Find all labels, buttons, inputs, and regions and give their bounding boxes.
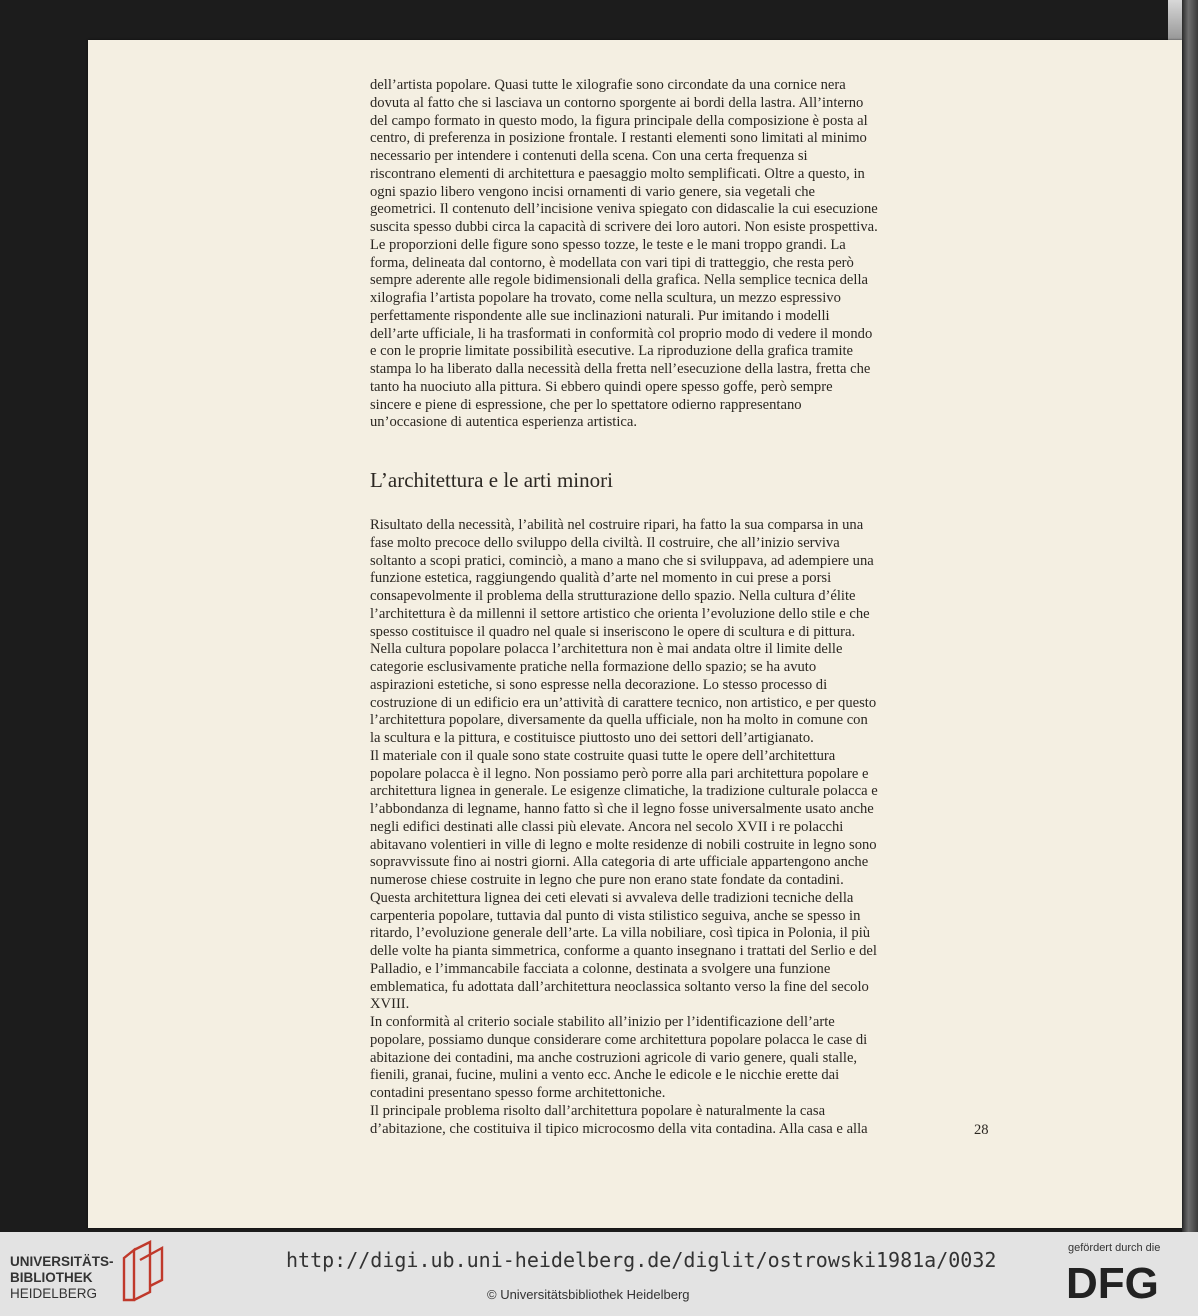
paragraph-woodcut-line: xilografia l’artista popolare ha trovato, come nella scultura, un mezzo espressivo [370,290,841,306]
paragraph-architecture-line: sopravvissute fino ai nostri giorni. Alla categoria di arte ufficiale appartengono anche [370,854,869,871]
paragraph-architecture-line: In conformità al criterio sociale stabilito all’inizio per l’identificazione dell’arte [370,1014,835,1030]
paragraph-architecture-line: Il principale problema risolto dall’architettura popolare è naturalmente la casa [370,1102,826,1119]
paragraph-architecture-line: architettura lignea in generale. Le esigenze climatiche, la tradizione culturale polacca e [370,783,878,800]
permalink-url[interactable]: http://digi.ub.uni-heidelberg.de/diglit/ostrowski1981a/0032 [286,1248,997,1272]
paragraph-woodcut-line: del campo formato in questo modo, la figura principale della composizione è posta al [370,112,868,129]
copyright-notice: © Universitätsbibliothek Heidelberg [487,1287,690,1302]
paragraph-woodcut-line: ogni spazio libero vengono incisi ornamenti di vario genere, sia vegetali che [370,183,815,200]
paragraph-architecture-line: fienili, granai, fucine, mulini a vento ecc. Anche le edicole e le nicchie erette dai [370,1067,840,1084]
paragraph-architecture-line: emblematica, fu adottata dall’architettura neoclassica soltanto verso la fine del secolo [370,978,869,995]
paragraph-architecture-line: funzione estetica, raggiungendo qualità d’arte nel momento in cui prese a porsi [370,570,832,587]
paragraph-woodcut [370,77,970,432]
viewer-footer [0,1232,1198,1316]
paragraph-architecture-line: numerose chiese costruite in legno che pure non erano state fondate da contadini. [370,872,844,888]
paragraph-architecture-line: contadini presentano spesso forme architettoniche. [370,1085,666,1101]
paragraph-woodcut-line: un’occasione di autentica esperienza artistica. [370,414,638,431]
paragraph-architecture-line: fase molto precoce dello sviluppo della civiltà. Il costruire, che all’inizio serviva [370,534,840,551]
paragraph-architecture-line: l’abbondanza di legname, hanno fatto sì che il legno fosse universalmente usato anche [370,801,874,817]
ub-heidelberg-logo-icon[interactable] [120,1240,166,1304]
paragraph-woodcut-line: stampa lo ha liberato dalla necessità della fretta nell’esecuzione della lastra, fretta che [370,361,871,377]
paragraph-architecture-line: abitavano volentieri in ville di legno e molte residenze di nobili costruite in legno sono [370,836,877,853]
paragraph-architecture-line: negli edifici destinati alle classi più elevate. Ancora nel secolo XVII i re polacchi [370,818,844,835]
library-line-3: HEIDELBERG [10,1286,98,1301]
paragraph-architecture-line: carpenteria popolare, tuttavia dal punto di vista stilistico seguiva, anche se spesso in [370,907,861,924]
library-line-2: BIBLIOTHEK [10,1270,93,1285]
paragraph-woodcut-line: dovuta al fatto che si lasciava un contorno sporgente ai bordi della lastra. All’interno [370,94,864,111]
library-name[interactable] [10,1254,114,1302]
paragraph-architecture-line: Questa architettura lignea dei ceti elevati si avvaleva delle tradizioni tecniche della [370,889,854,906]
paragraph-architecture-line: ritardo, l’evoluzione generale dell’arte. La villa nobiliare, così tipica in Polonia, il più [370,925,871,942]
paragraph-woodcut-line: geometrici. Il contenuto dell’incisione veniva spiegato con didascalie la cui esecuzione [370,201,878,218]
paragraph-architecture-line: l’architettura popolare, diversamente da quella ufficiale, non ha molto in comune con [370,712,868,729]
paragraph-architecture-line: XVIII. [370,996,410,1013]
paragraph-architecture-line: categorie esclusivamente pratiche nella formazione dello spazio; se ha avuto [370,659,817,675]
paragraph-architecture-line: Palladio, e l’immancabile facciata a colonne, destinata a svolgere una funzione [370,960,831,977]
paragraph-architecture-line: la scultura e la pittura, e costituisce piuttosto uno dei settori dell’artigianato. [370,730,814,746]
paragraph-architecture [370,517,970,1138]
dfg-logo-icon[interactable] [1064,1262,1182,1302]
funded-by-label: gefördert durch die [1068,1242,1161,1254]
paragraph-woodcut-line: suscita spesso dubbi circa la capacità di scrivere dei loro autori. Non esiste prospettiva. [370,219,878,235]
paragraph-woodcut-line: sempre aderente alle regole bidimensionali della grafica. Nella semplice tecnica della [370,272,868,289]
paragraph-woodcut-line: dell’artista popolare. Quasi tutte le xilografie sono circondate da una cornice nera [370,77,846,93]
paragraph-architecture-line: popolare polacca è il legno. Non possiamo però porre alla pari architettura popolare e [370,765,869,782]
paragraph-architecture-line: popolare, possiamo dunque considerare come architettura popolare polacca le case di [370,1031,868,1048]
paragraph-woodcut-line: riscontrano elementi di architettura e paesaggio molto semplificati. Oltre a questo, in [370,165,865,182]
paragraph-architecture-line: Risultato della necessità, l’abilità nel costruire ripari, ha fatto la sua comparsa in una [370,517,864,533]
page-number: 28 [974,1122,989,1138]
paragraph-woodcut-line: necessario per intendere i contenuti della scena. Con una certa frequenza si [370,148,808,164]
paragraph-woodcut-line: e con le proprie limitate possibilità esecutive. La riproduzione della grafica tramite [370,343,854,360]
paragraph-architecture-line: spesso costituisce il quadro nel quale si inseriscono le opere di scultura e di pittura. [370,623,856,640]
section-heading: L’architettura e le arti minori [370,468,613,492]
paragraph-architecture-line: abitazione dei contadini, ma anche costruzioni agricole di vario genere, quali stalle, [370,1049,858,1066]
book-page [88,40,1182,1228]
paragraph-woodcut-line: perfettamente rispondente alle sue inclinazioni naturali. Pur imitando i modelli [370,307,830,324]
paragraph-woodcut-line: tanto ha nuociuto alla pittura. Si ebbero quindi opere spesso goffe, però sempre [370,378,833,395]
scan-edge [1182,0,1198,1232]
paragraph-architecture-line: delle volte ha pianta simmetrica, conforme a quanto insegnano i trattati del Serlio e del [370,943,877,959]
paragraph-architecture-line: soltanto a scopi pratici, cominciò, a mano a mano che si sviluppava, ad adempiere una [370,552,874,569]
paragraph-woodcut-line: forma, delineata dal contorno, è modellata con vari tipi di tratteggio, che resta però [370,254,854,271]
paragraph-architecture-line: Il materiale con il quale sono state costruite quasi tutte le opere dell’architettura [370,747,836,764]
paragraph-woodcut-line: centro, di preferenza in posizione frontale. I restanti elementi sono limitati al minimo [370,130,867,147]
paragraph-architecture-line: consapevolmente il problema della strutturazione dello spazio. Nella cultura d’élite [370,588,856,604]
paragraph-woodcut-line: dell’arte ufficiale, li ha trasformati in conformità col proprio modo di vedere il mondo [370,325,873,342]
paragraph-woodcut-line: Le proporzioni delle figure sono spesso tozze, le teste e le mani troppo grandi. La [370,236,846,253]
library-line-1: UNIVERSITÄTS- [10,1254,114,1269]
paragraph-architecture-line: costruzione di un edificio era un’attività di carattere tecnico, non artistico, e per questo [370,694,877,711]
paragraph-architecture-line: l’architettura è da millenni il settore artistico che orienta l’evoluzione dello stile e che [370,605,870,622]
paragraph-architecture-line: aspirazioni estetiche, si sono espresse nella decorazione. Lo stesso processo di [370,676,828,693]
dfg-logo-text: DFG [1066,1262,1159,1302]
paragraph-woodcut-line: sincere e piene di espressione, che per lo spettatore odierno rappresentano [370,396,802,413]
paragraph-architecture-line: Nella cultura popolare polacca l’architettura non è mai andata oltre il limite delle [370,641,843,658]
paragraph-architecture-line: d’abitazione, che costituiva il tipico microcosmo della vita contadina. Alla casa e alla [370,1120,868,1137]
